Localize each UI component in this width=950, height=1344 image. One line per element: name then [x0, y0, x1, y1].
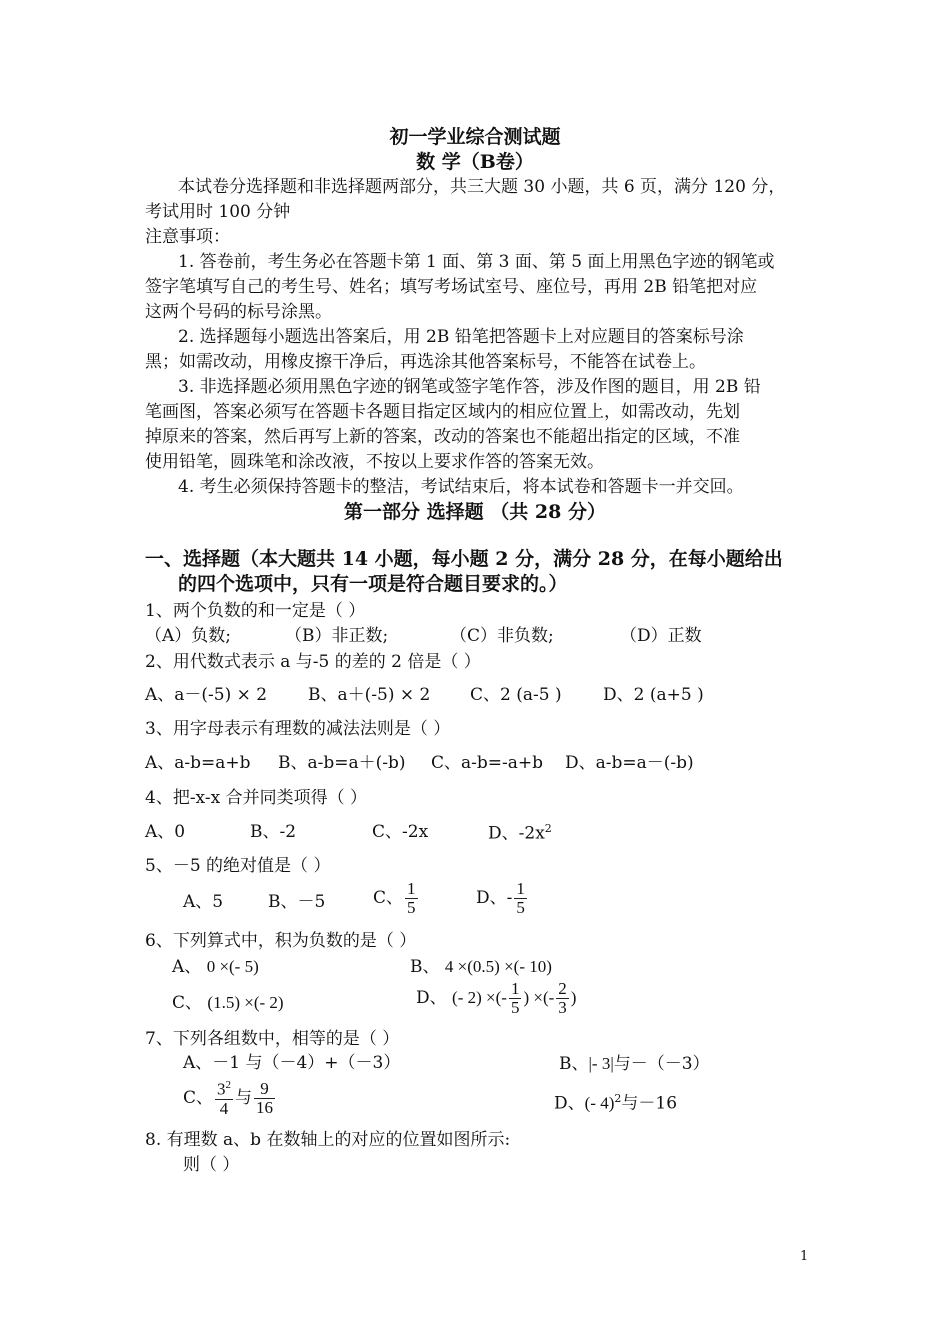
option-label: D、	[416, 987, 447, 1008]
question-5-stem: 5、－5 的绝对值是（ ）	[145, 856, 331, 876]
exam-subtitle: 数 学（B卷）	[416, 151, 534, 173]
question-1-option-b: （B）非正数;	[285, 626, 389, 646]
question-3-option-b: B、a-b=a＋(-b)	[278, 753, 406, 773]
question-2-stem: 2、用代数式表示 a 与-5 的差的 2 倍是（ ）	[145, 652, 481, 672]
note-3-line-3: 掉原来的答案，然后再写上新的答案，改动的答案也不能超出指定的区域，不准	[145, 427, 740, 447]
part-1-heading: 第一部分 选择题 （共 28 分）	[344, 501, 606, 523]
question-2-option-d: D、2 (a+5 )	[603, 685, 704, 705]
fraction	[556, 980, 569, 1017]
numerator: 2	[558, 979, 567, 998]
question-3-option-a: A、a-b=a+b	[145, 753, 251, 773]
note-3-line-4: 使用铅笔，圆珠笔和涂改液，不按以上要求作答的答案无效。	[145, 452, 604, 472]
math-expression: 0 ×(- 5)	[206, 957, 259, 976]
intro-line-1: 本试卷分选择题和非选择题两部分，共三大题 30 小题，共 6 页，满分 120 分，	[178, 177, 786, 197]
intro-line-2: 考试用时 100 分钟	[145, 202, 291, 222]
question-7-option-c	[183, 1080, 277, 1117]
question-1-option-c: （C）非负数;	[450, 626, 554, 646]
denominator: 5	[407, 897, 416, 917]
question-1-option-d: （D）正数	[620, 626, 702, 646]
note-1-line-1: 1. 答卷前，考生务必在答题卡第 1 面、第 3 面、第 5 面上用黑色字迹的钢笔或	[178, 252, 775, 272]
question-5-option-d-label: D、-	[476, 887, 513, 908]
question-5-option-b: B、－5	[268, 892, 326, 912]
question-6-option-a	[172, 956, 259, 978]
fraction	[514, 880, 527, 917]
fraction	[215, 1080, 233, 1117]
math-expression: 4 ×(0.5) ×(- 10)	[444, 957, 552, 976]
question-4-option-c: C、-2x	[372, 822, 429, 842]
section-1-heading-line-2: 的四个选项中，只有一项是符合题目要求的。）	[178, 573, 568, 595]
denominator: 16	[256, 1098, 274, 1118]
question-5-option-c-label: C、	[373, 887, 404, 908]
math-expression: ) ×(-	[523, 987, 555, 1007]
note-2-line-1: 2. 选择题每小题选出答案后，用 2B 铅笔把答题卡上对应题目的答案标号涂	[178, 327, 744, 347]
question-4-option-a: A、0	[145, 822, 186, 842]
question-7-option-d	[554, 1092, 677, 1115]
question-2-option-b: B、a＋(-5) × 2	[308, 685, 431, 705]
question-4-option-d	[488, 822, 552, 845]
option-label: C、	[172, 993, 203, 1013]
question-2-option-a: A、a－(-5) × 2	[145, 685, 268, 705]
option-text: 与－16	[621, 1093, 678, 1114]
question-4-option-b: B、-2	[250, 822, 297, 842]
option-label: B、	[410, 957, 440, 977]
question-7-stem: 7、下列各组数中，相等的是（ ）	[145, 1029, 400, 1049]
question-7-option-b	[559, 1053, 710, 1075]
question-6-stem: 6、下列算式中，积为负数的是（ ）	[145, 931, 417, 951]
question-5-option-d	[476, 880, 529, 917]
question-4-stem: 4、把-x-x 合并同类项得（ ）	[145, 788, 367, 808]
question-2-option-c: C、2 (a-5 )	[470, 685, 562, 705]
math-expression: )	[570, 987, 577, 1007]
fraction	[509, 980, 522, 1017]
denominator: 5	[510, 997, 520, 1017]
question-5-option-a: A、5	[183, 892, 224, 912]
option-text: 与	[235, 1088, 253, 1109]
math-expression: (1.5) ×(- 2)	[207, 993, 284, 1012]
note-3-line-1: 3. 非选择题必须用黑色字迹的钢笔或签字笔作答，涉及作图的题目，用 2B 铅	[178, 377, 761, 397]
denominator: 4	[219, 1098, 229, 1118]
question-1-stem: 1、两个负数的和一定是（ ）	[145, 601, 366, 621]
math-expression: (- 4)	[584, 1093, 615, 1113]
option-label: C、	[183, 1088, 214, 1109]
page-number: 1	[800, 1249, 809, 1264]
fraction	[405, 880, 418, 917]
question-3-option-d: D、a-b=a－(-b)	[565, 753, 694, 773]
denominator: 3	[558, 997, 567, 1017]
question-6-option-d	[416, 980, 576, 1017]
option-label: D、	[554, 1093, 585, 1114]
exam-title: 初一学业综合测试题	[389, 126, 561, 148]
note-3-line-2: 笔画图，答案必须写在答题卡各题目指定区域内的相应位置上，如需改动，先划	[145, 402, 740, 422]
denominator: 5	[516, 897, 525, 917]
option-label: A、	[172, 957, 202, 977]
numerator-base: 3	[217, 1079, 226, 1099]
question-7-option-a: A、－1 与（－4）+（－3）	[183, 1053, 401, 1073]
note-1-line-2: 签字笔填写自己的考生号、姓名；填写考场试室号、座位号，再用 2B 铅笔把对应	[145, 277, 758, 297]
question-8-stem: 8. 有理数 a、b 在数轴上的对应的位置如图所示:	[145, 1130, 511, 1150]
numerator: 1	[510, 979, 520, 998]
fraction	[254, 1080, 275, 1117]
option-label: B、	[559, 1054, 589, 1074]
question-6-option-b	[410, 956, 552, 978]
question-8-answer-prompt: 则（ ）	[183, 1155, 240, 1175]
exponent: 2	[544, 822, 552, 835]
question-4-option-d-text: D、-2x	[488, 823, 545, 844]
note-1-line-3: 这两个号码的标号涂黑。	[145, 302, 332, 322]
option-text: 与－（－3）	[613, 1054, 710, 1074]
question-3-stem: 3、用字母表示有理数的减法法则是（ ）	[145, 719, 451, 739]
numerator: 1	[516, 879, 525, 898]
question-1-option-a: （A）负数;	[145, 626, 232, 646]
numerator	[215, 1080, 233, 1100]
question-6-option-c	[172, 992, 284, 1014]
notes-heading: 注意事项：	[145, 227, 230, 247]
exponent: 2	[614, 1092, 622, 1105]
question-3-option-c: C、a-b=-a+b	[431, 753, 544, 773]
question-5-option-c	[373, 880, 420, 917]
numerator: 9	[254, 1080, 275, 1099]
math-expression: |- 3|	[588, 1054, 614, 1073]
numerator: 1	[407, 879, 416, 898]
note-4-line-1: 4. 考生必须保持答题卡的整洁，考试结束后，将本试卷和答题卡一并交回。	[178, 477, 744, 497]
math-expression: (- 2) ×(-	[452, 987, 507, 1007]
exponent: 2	[225, 1079, 232, 1091]
section-1-heading-line-1: 一、选择题（本大题共 14 小题，每小题 2 分，满分 28 分，在每小题给出	[145, 548, 783, 570]
note-2-line-2: 黑；如需改动，用橡皮擦干净后，再选涂其他答案标号，不能答在试卷上。	[145, 352, 706, 372]
